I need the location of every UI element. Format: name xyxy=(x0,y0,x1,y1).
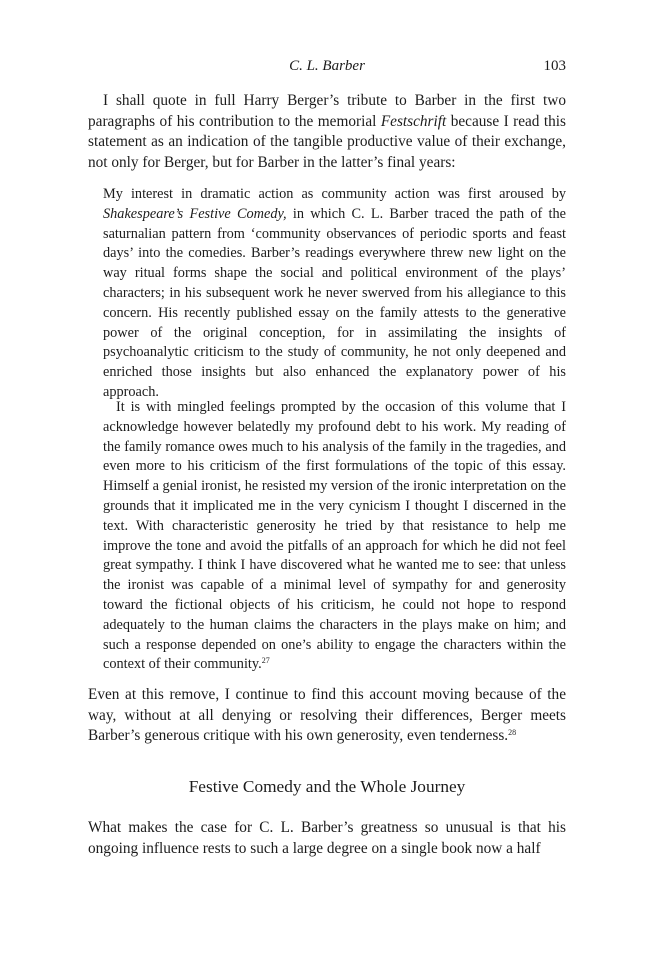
paragraph-1-text-start: I shall quote in full Harry Berger’s tribute to Barber in the first two paragraphs of his contribution to the memorial xyxy=(88,92,566,130)
paragraph-1-text-end: because I read this statement as an indication of the tangible productive value of their exchange, not only for Berger, but for Barber in the latter’s final years: xyxy=(88,112,566,172)
running-title: C. L. Barber xyxy=(289,58,365,74)
section-heading: Festive Comedy and the Whole Journey xyxy=(188,777,466,796)
footnote-marker-28: 28 xyxy=(508,728,517,738)
body-paragraph-1 xyxy=(88,91,566,174)
running-head xyxy=(88,58,566,78)
block-quote-paragraph-2 xyxy=(103,398,566,675)
quote-1-text-start: My interest in dramatic action as community action was first aroused by xyxy=(103,186,566,202)
quote-1-text-end: in which C. L. Barber traced the path of the saturnalian pattern from ‘community observances of periodic sports and feast days’ into the comedies. Barber’s readings everywhere threw new light on the way ritual forms shape the social and political environment of the plays’ characters; in his subsequent work he never swerved from his allegiance to this concern. His recently published essay on the family attests to the generative power of the original conception, for in assimilating the insights of psychoanalytic criticism to the study of community, he not only deepened and enriched those insights but also enhanced the explanatory power of his approach. xyxy=(103,205,566,400)
footnote-marker-27: 27 xyxy=(261,656,270,666)
body-paragraph-3 xyxy=(88,818,566,859)
paragraph-3-text: What makes the case for C. L. Barber’s greatness so unusual is that his ongoing influence rests to such a large degree on a single book now a half xyxy=(88,819,566,857)
festschrift-italic: Festschrift xyxy=(380,112,447,130)
paragraph-2-text: Even at this remove, I continue to find this account moving because of the way, without at all denying or resolving their differences, Berger meets Barber’s generous critique with his own generosity, even tenderness. xyxy=(88,686,566,745)
book-title-italic: Shakespeare’s Festive Comedy, xyxy=(103,205,287,222)
body-paragraph-2 xyxy=(88,685,566,747)
block-quote-paragraph-1 xyxy=(103,185,566,403)
quote-2-text: It is with mingled feelings prompted by the occasion of this volume that I acknowledge however belatedly my profound debt to his work. My reading of the family romance owes much to his analysis of the family in the tragedies, and even more to his criticism of the first formulations of the topic of this essay. Himself a genial ironist, he resisted my version of the ironic interpretation on the grounds that it implicated me in the very cynicism I thought I discerned in the text. With characteristic generosity he tried by that resistance to help me improve the tone and avoid the pitfalls of an approach for which he did not feel great sympathy. I think I have discovered what he wanted me to see: that unless the ironist was capable of a minimal level of sympathy for and generosity toward the fictional objects of his criticism, he could not hope to respond adequately to the human claims the characters in the plays make on him; and such a response depended on one’s ability to engage the characters within the context of their community. xyxy=(103,399,566,673)
page-number: 103 xyxy=(543,58,566,74)
